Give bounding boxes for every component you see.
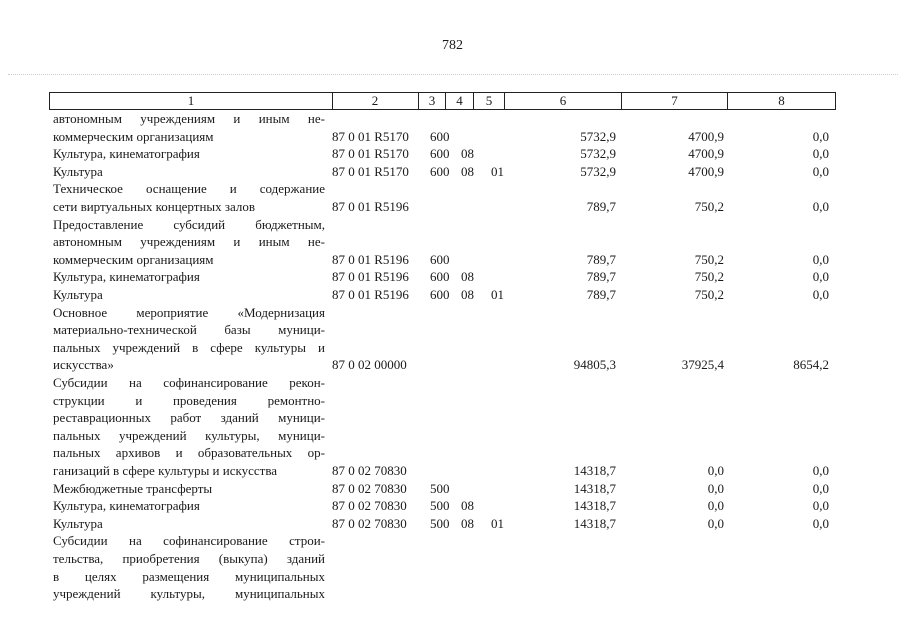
cell-col-1: Предоставление субсидий бюджетным, xyxy=(53,216,325,232)
cell-col-8: 0,0 xyxy=(812,146,829,162)
cell-col-8: 0,0 xyxy=(812,480,829,496)
table-row xyxy=(0,163,905,180)
cell-col-7: 750,2 xyxy=(694,287,724,302)
cell-col-1: Культура, кинематография xyxy=(53,498,200,514)
cell-col-6: 5732,9 xyxy=(580,163,616,179)
cell-col-8: 0,0 xyxy=(812,269,829,285)
cell-col-1: автономным учреждениям и иным не- xyxy=(53,234,325,250)
cell-col-1: Культура, кинематография xyxy=(53,146,200,162)
table-row xyxy=(0,180,905,197)
table-row xyxy=(0,444,905,461)
cell-col-8: 0,0 xyxy=(812,251,829,267)
cell-col-5: 01 xyxy=(491,515,504,531)
cell-col-6: 14318,7 xyxy=(573,480,616,496)
table-row xyxy=(0,392,905,409)
cell-col-2: 87 0 02 70830 xyxy=(332,498,407,514)
table-row xyxy=(0,462,905,479)
header-col-7: 7 xyxy=(622,92,728,110)
header-col-8: 8 xyxy=(728,92,836,110)
table-row xyxy=(0,356,905,373)
cell-col-7: 0,0 xyxy=(707,498,724,514)
table-row xyxy=(0,568,905,585)
cell-col-3: 600 xyxy=(430,269,450,285)
cell-col-6: 789,7 xyxy=(586,287,616,302)
cell-col-7: 750,2 xyxy=(694,251,724,267)
cell-col-1: сети виртуальных концертных залов xyxy=(53,199,256,214)
cell-col-2: 87 0 02 70830 xyxy=(332,463,407,478)
table-row xyxy=(0,198,905,215)
cell-col-4: 08 xyxy=(461,269,474,285)
cell-col-6: 789,7 xyxy=(586,199,616,214)
cell-col-1: Субсидии на софинансирование рекон- xyxy=(53,375,325,390)
cell-col-2: 87 0 01 R5170 xyxy=(332,163,409,179)
table-row xyxy=(0,286,905,303)
cell-col-8: 8654,2 xyxy=(793,357,829,373)
cell-col-7: 750,2 xyxy=(694,199,724,214)
cell-col-3: 500 xyxy=(430,498,450,514)
cell-col-2: 87 0 01 R5170 xyxy=(332,128,409,144)
header-col-2: 2 xyxy=(332,92,419,110)
cell-col-1: Межбюджетные трансферты xyxy=(53,480,213,496)
table-row xyxy=(0,532,905,549)
header-col-5: 5 xyxy=(474,92,505,110)
table-row xyxy=(0,304,905,321)
cell-col-3: 600 xyxy=(430,146,450,162)
table-row xyxy=(0,427,905,444)
cell-col-6: 14318,7 xyxy=(573,498,616,514)
cell-col-8: 0,0 xyxy=(812,515,829,531)
cell-col-7: 4700,9 xyxy=(688,163,724,179)
cell-col-1: в целях размещения муниципальных xyxy=(53,568,325,584)
cell-col-3: 600 xyxy=(430,251,450,267)
cell-col-8: 0,0 xyxy=(812,163,829,179)
cell-col-8: 0,0 xyxy=(812,287,829,302)
header-col-3: 3 xyxy=(419,92,446,110)
cell-col-1: коммерческим организациям xyxy=(53,128,214,144)
scan-artifact-line xyxy=(8,74,898,76)
table-row xyxy=(0,339,905,356)
cell-col-1: Культура xyxy=(53,287,103,302)
cell-col-3: 500 xyxy=(430,480,450,496)
table-row xyxy=(0,409,905,426)
table-row xyxy=(0,233,905,250)
cell-col-7: 4700,9 xyxy=(688,128,724,144)
cell-col-7: 4700,9 xyxy=(688,146,724,162)
cell-col-1: пальных учреждений культуры, муници- xyxy=(53,427,325,443)
cell-col-4: 08 xyxy=(461,287,474,302)
cell-col-2: 87 0 02 00000 xyxy=(332,357,407,373)
cell-col-4: 08 xyxy=(461,515,474,531)
table-row xyxy=(0,585,905,602)
table-header xyxy=(49,92,836,109)
cell-col-2: 87 0 01 R5196 xyxy=(332,251,409,267)
table-row xyxy=(0,145,905,162)
cell-col-1: коммерческим организациям xyxy=(53,251,214,267)
cell-col-5: 01 xyxy=(491,163,504,179)
cell-col-1: Основное мероприятие «Модернизация xyxy=(53,304,325,320)
cell-col-1: пальных учреждений в сфере культуры и xyxy=(53,339,325,355)
cell-col-1: Культура, кинематография xyxy=(53,269,200,285)
cell-col-1: материально-технической базы муници- xyxy=(53,322,325,338)
cell-col-6: 789,7 xyxy=(586,251,616,267)
cell-col-1: ганизаций в сфере культуры и искусства xyxy=(53,463,278,478)
table-row xyxy=(0,550,905,567)
cell-col-1: автономным учреждениям и иным не- xyxy=(53,111,325,126)
cell-col-1: реставрационных работ зданий муници- xyxy=(53,410,325,426)
header-col-4: 4 xyxy=(446,92,474,110)
cell-col-1: Культура xyxy=(53,515,103,531)
cell-col-7: 0,0 xyxy=(707,480,724,496)
table-row xyxy=(0,480,905,497)
cell-col-1: пальных архивов и образовательных ор- xyxy=(53,445,325,461)
table-row xyxy=(0,268,905,285)
cell-col-7: 750,2 xyxy=(694,269,724,285)
cell-col-6: 14318,7 xyxy=(573,515,616,531)
cell-col-2: 87 0 01 R5196 xyxy=(332,199,409,214)
cell-col-1: Субсидии на софинансирование строи- xyxy=(53,533,325,549)
cell-col-2: 87 0 02 70830 xyxy=(332,515,407,531)
table-row xyxy=(0,216,905,233)
header-col-6: 6 xyxy=(505,92,622,110)
page-number: 782 xyxy=(442,38,463,53)
cell-col-3: 500 xyxy=(430,515,450,531)
cell-col-1: Техническое оснащение и содержание xyxy=(53,181,325,197)
cell-col-8: 0,0 xyxy=(812,463,829,478)
cell-col-1: тельства, приобретения (выкупа) зданий xyxy=(53,551,325,566)
cell-col-1: учреждений культуры, муниципальных xyxy=(53,586,325,602)
table-row xyxy=(0,497,905,514)
table-row xyxy=(0,321,905,338)
cell-col-4: 08 xyxy=(461,163,474,179)
cell-col-1: Культура xyxy=(53,163,103,179)
cell-col-7: 37925,4 xyxy=(681,357,724,373)
cell-col-7: 0,0 xyxy=(707,515,724,531)
cell-col-6: 14318,7 xyxy=(573,463,616,478)
table-row xyxy=(0,515,905,532)
cell-col-4: 08 xyxy=(461,498,474,514)
cell-col-5: 01 xyxy=(491,287,504,302)
table-row xyxy=(0,374,905,391)
cell-col-6: 789,7 xyxy=(586,269,616,285)
cell-col-3: 600 xyxy=(430,163,450,179)
cell-col-3: 600 xyxy=(430,287,450,302)
cell-col-6: 94805,3 xyxy=(573,357,616,373)
cell-col-8: 0,0 xyxy=(812,128,829,144)
cell-col-1: струкции и проведения ремонтно- xyxy=(53,392,325,408)
cell-col-6: 5732,9 xyxy=(580,128,616,144)
table-row xyxy=(0,251,905,268)
table-row xyxy=(0,110,905,127)
header-col-1: 1 xyxy=(49,92,333,110)
cell-col-7: 0,0 xyxy=(707,463,724,478)
cell-col-2: 87 0 01 R5170 xyxy=(332,146,409,162)
cell-col-2: 87 0 01 R5196 xyxy=(332,287,409,302)
cell-col-1: искусства» xyxy=(53,357,114,373)
cell-col-4: 08 xyxy=(461,146,474,162)
cell-col-6: 5732,9 xyxy=(580,146,616,162)
table-row xyxy=(0,128,905,145)
cell-col-8: 0,0 xyxy=(812,498,829,514)
cell-col-3: 600 xyxy=(430,128,450,144)
cell-col-2: 87 0 02 70830 xyxy=(332,480,407,496)
cell-col-8: 0,0 xyxy=(812,199,829,214)
cell-col-2: 87 0 01 R5196 xyxy=(332,269,409,285)
